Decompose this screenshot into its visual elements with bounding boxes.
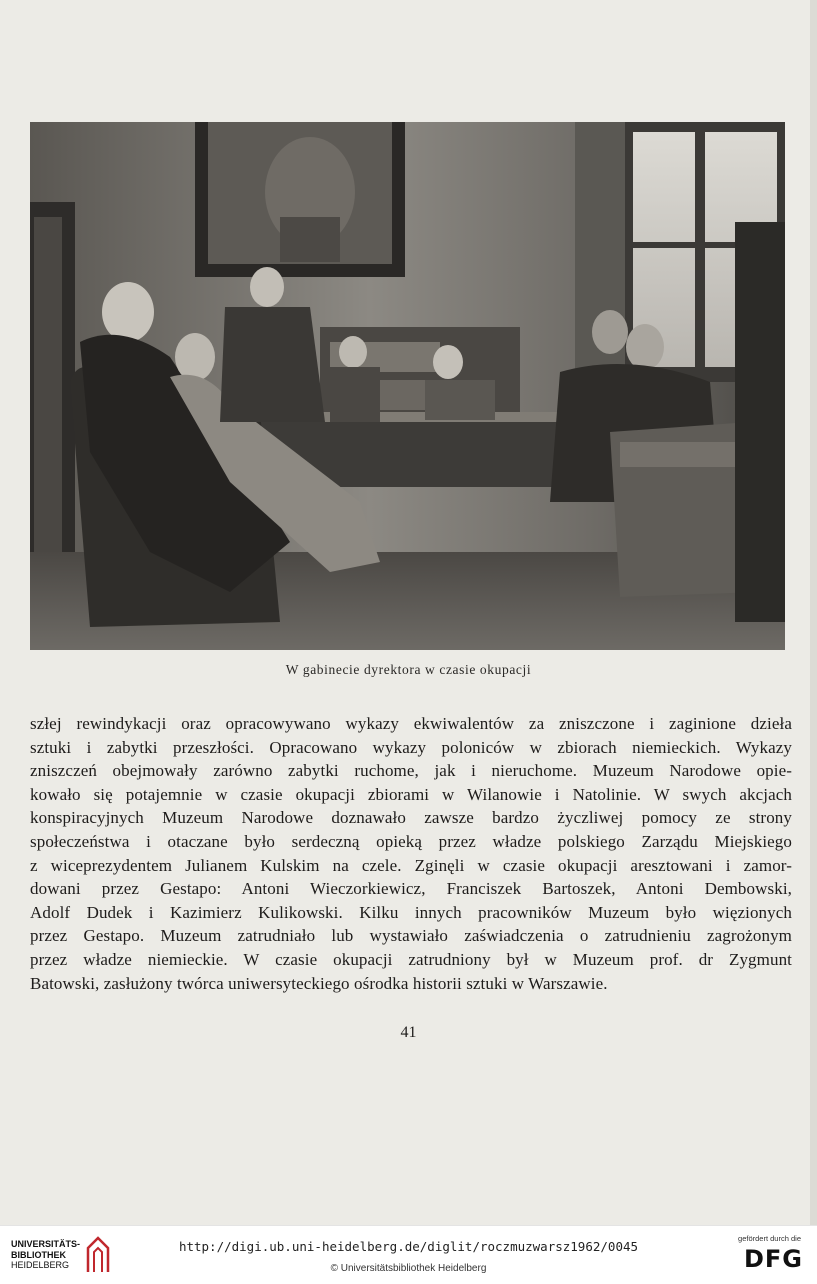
page-edge <box>810 0 817 1225</box>
text-line: szłej rewindykacji oraz opracowywano wykazy ekwiwalentów za zniszczone i zaginione dzieła <box>30 714 792 733</box>
text-line: dowani przez Gestapo: Antoni Wieczorkiewicz, Franciszek Bartoszek, Antoni Dembowski, <box>30 879 792 899</box>
text-line: zniszczeń obejmowały zarówno zabytki ruchome, jak i nieruchome. Muzeum Narodowe opie- <box>30 761 792 781</box>
funded-by-label: gefördert durch die <box>738 1234 801 1243</box>
library-line-2: BIBLIOTHEK <box>11 1249 66 1260</box>
page-number: 41 <box>400 1024 417 1041</box>
text-line: kowało się potajemnie w czasie okupacji zbiorami w Wilanowie i Natolinie. W swych akcjach <box>30 784 792 804</box>
dfg-logo[interactable]: DFG <box>743 1245 803 1273</box>
copyright-notice: © Universitätsbibliothek Heidelberg <box>330 1263 487 1274</box>
photograph-image <box>30 122 785 650</box>
body-paragraph <box>30 712 792 995</box>
text-line: sztuki i zabytki przeszłości. Opracowano wykazy poloniców w zbiorach niemieckich. Wykazy <box>30 737 792 757</box>
text-line: społeczeństwa i otaczane było serdeczną opieką przez władze polskiego Zarządu Miejskiego <box>30 831 792 851</box>
text-line: przez Gestapo. Muzeum zatrudniało lub wystawiało zaświadczenia o zatrudnieniu zagrożonym <box>30 926 792 946</box>
text-line: Adolf Dudek i Kazimierz Kulikowski. Kilku innych pracowników Muzeum było więzionych <box>30 902 792 922</box>
library-line-3: HEIDELBERG <box>11 1260 70 1270</box>
library-line-1: UNIVERSITÄTS- <box>11 1239 81 1249</box>
text-line: Batowski, zasłużony twórca uniwersyteckiego ośrodka historii sztuki w Warszawie. <box>30 973 608 993</box>
office-photograph <box>30 122 785 650</box>
text-line: konspiracyjnych Muzeum Narodowe doznawało zawsze bardzo życzliwej pomocy ze strony <box>30 808 792 828</box>
photo-caption: W gabinecie dyrektora w czasie okupacji <box>285 662 532 677</box>
viewer-footer <box>0 1225 817 1284</box>
text-line: z wiceprezydentem Julianem Kulskim na czele. Zginęli w czasie okupacji aresztowani i zamor- <box>30 855 792 875</box>
text-line: przez władze niemieckie. W czasie okupacji zatrudniony był w Muzeum prof. dr Zygmunt <box>30 949 792 969</box>
page-url-link[interactable]: http://digi.ub.uni-heidelberg.de/diglit/roczmuzwarsz1962/0045 <box>178 1239 639 1254</box>
